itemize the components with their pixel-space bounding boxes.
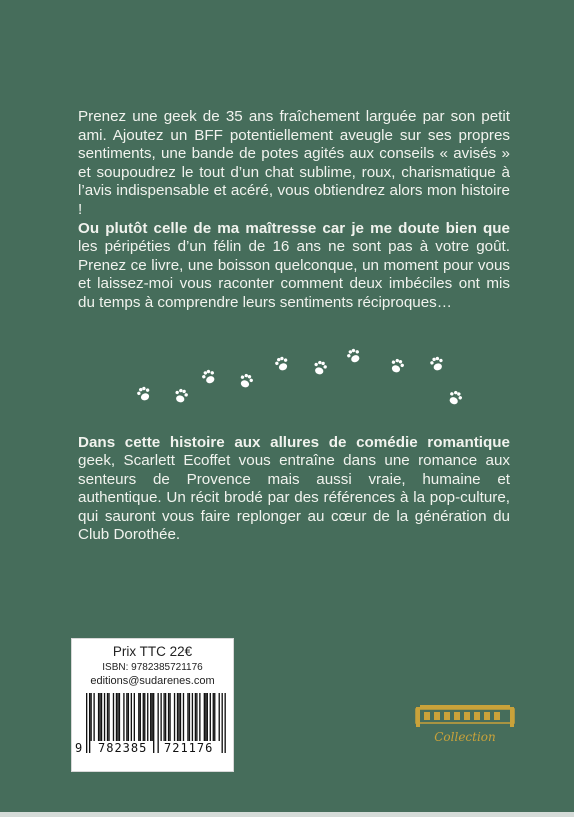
collection-logo (414, 703, 516, 747)
barcode-bar (205, 693, 206, 741)
paw-print-icon (312, 360, 328, 376)
barcode-bar (174, 693, 175, 741)
barcode-bar (119, 693, 120, 741)
barcode-bar (183, 693, 184, 741)
collection-script-text: Collection (434, 730, 496, 744)
barcode-bar (147, 693, 148, 741)
barcode-bar (225, 693, 226, 753)
barcode-bar (222, 693, 223, 753)
barcode-bar (101, 693, 102, 741)
blurb-paragraph-3-bold: Dans cette histoire aux allures de comédie romantique (78, 434, 510, 451)
barcode-bar (187, 693, 188, 741)
barcode-digits-left: 782385 (98, 741, 148, 755)
barcode-bar (178, 693, 179, 741)
barcode-bar (108, 693, 109, 741)
paw-print-icon (389, 357, 405, 374)
barcode-bar (93, 693, 94, 741)
blurb-top (78, 108, 510, 313)
barcode-bar (89, 693, 90, 753)
barcode-bar (117, 693, 118, 741)
barcode-bar (104, 693, 105, 741)
barcode-bar (113, 693, 114, 741)
blurb-paragraph-2-bold: Ou plutôt celle de ma maîtresse car je me doute bien que (78, 219, 510, 237)
paw-print-icon (238, 372, 254, 389)
barcode-bar (143, 693, 144, 741)
barcode-bar (213, 693, 214, 741)
barcode-bar (140, 693, 141, 741)
barcode-bar (160, 693, 161, 741)
barcode-bar (192, 693, 193, 741)
price-label: Prix TTC 22€ (112, 644, 193, 659)
barcode-panel (71, 638, 234, 772)
blurb-paragraph-3-text: geek, Scarlett Ecoffet vous entraîne dans une romance aux senteurs de Provence mais aussi vraie, humaine et authentique. Un récit brodé par des références à la pop-culture, qui sauront vous faire replonger au cœur de la génération du Club Dorothée. (78, 452, 510, 544)
publisher-email: editions@sudarenes.com (90, 675, 215, 687)
barcode-bar (98, 693, 99, 741)
barcode-bar (90, 693, 91, 741)
barcode-bar (189, 693, 190, 741)
barcode-bar (131, 693, 132, 741)
barcode-bar (157, 693, 158, 753)
barcode-bar (107, 693, 108, 741)
paw-prints-decoration (0, 340, 574, 420)
barcode-bar (123, 693, 124, 741)
paw-print-icon (429, 356, 445, 372)
barcode-bar (116, 693, 117, 741)
barcode-bar (163, 693, 164, 741)
barcode-bar (138, 693, 139, 741)
barcode-digits-right: 721176 (164, 741, 214, 755)
barcode-bar (207, 693, 208, 741)
barcode-bar (196, 693, 197, 741)
barcode-bar (134, 693, 135, 741)
blurb-paragraph-1: Prenez une geek de 35 ans fraîchement larguée par son petit ami. Ajoutez un BFF potentiellement aveugle sur ses propres sentiments, une bande de potes agités aux conseils « avisés » et soupoudrez le tout d’un chat sublime, roux, charismatique à l’avis indispensable et acéré, vous obtiendrez alors mon histoire ! (78, 108, 510, 218)
barcode-bar (86, 693, 87, 753)
barcode-bar (99, 693, 100, 741)
paw-print-icon (173, 388, 189, 404)
barcode-bar (214, 693, 215, 741)
paw-print-icon (274, 355, 290, 372)
barcode-digit-first: 9 (75, 741, 84, 755)
paw-print-icon (447, 389, 464, 406)
barcode-bar (153, 693, 154, 753)
barcode-bar (210, 693, 211, 741)
barcode-bar (152, 693, 153, 741)
isbn-label: ISBN: 9782385721176 (102, 662, 203, 673)
barcode-bar (180, 693, 181, 741)
barcode-bar (177, 693, 178, 741)
blurb-paragraph-3 (78, 434, 510, 544)
blurb-paragraph-2-text: les péripéties d’un félin de 16 ans ne sont pas à votre goût. Prenez ce livre, une boisson quelconque, un moment pour vous et laissez-moi vous raconter comment deux imbéciles ont mis du temps à comprendre leurs sentiments réciproques… (78, 238, 510, 311)
barcode-bar (168, 693, 169, 741)
barcode-bar (144, 693, 145, 741)
blurb-bottom (78, 434, 510, 544)
barcode-bar (126, 693, 127, 741)
bottom-edge (0, 812, 574, 817)
barcode-bar (150, 693, 151, 741)
barcode-bar (204, 693, 205, 741)
barcode-bar (195, 693, 196, 741)
paw-print-icon (345, 347, 362, 364)
barcode-bar (165, 693, 166, 741)
barcode-bar (169, 693, 170, 741)
barcode-bar (128, 693, 129, 741)
blurb-paragraph-2 (78, 220, 510, 313)
barcode-bar (199, 693, 200, 741)
paw-print-icon (200, 368, 217, 385)
barcode-bar (219, 693, 220, 741)
paw-print-icon (136, 385, 152, 402)
